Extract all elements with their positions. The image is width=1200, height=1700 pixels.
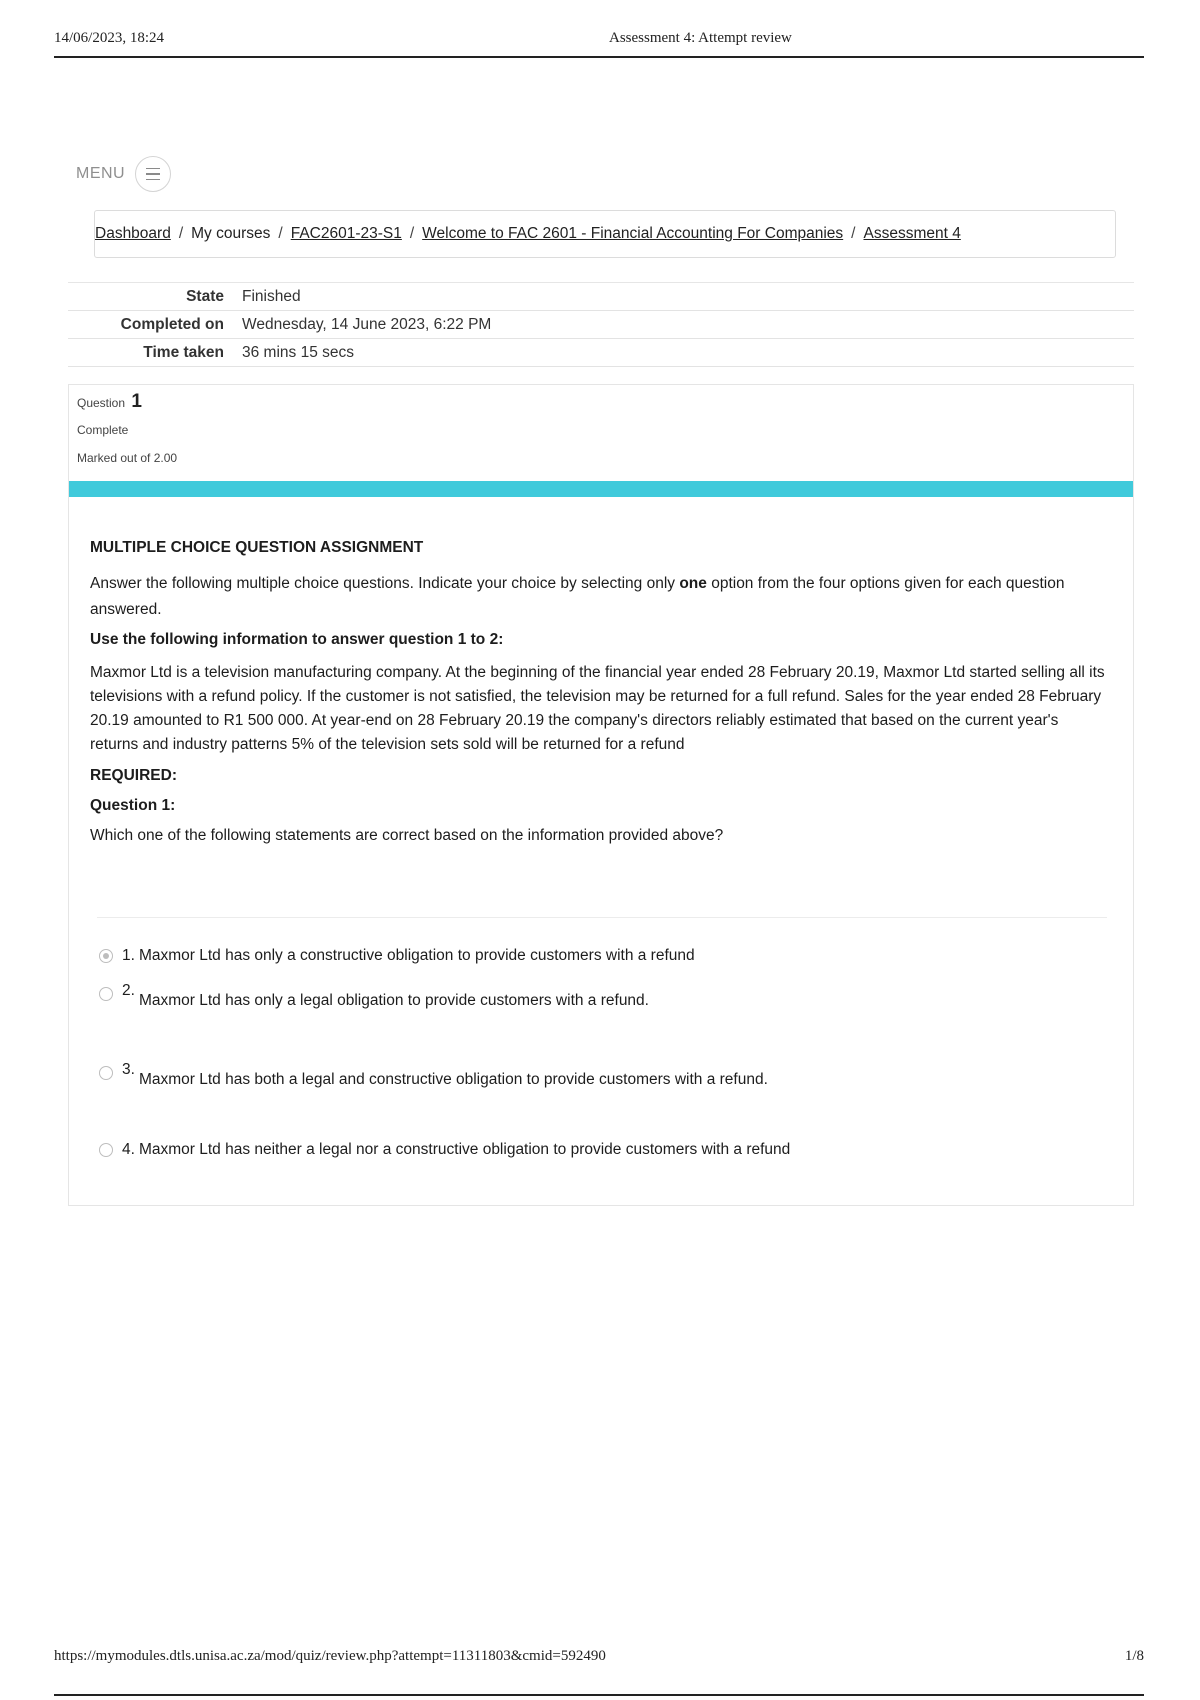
summary-row-state (68, 283, 1134, 311)
breadcrumb-course-code[interactable]: FAC2601-23-S1 (290, 225, 402, 242)
answer-option-2[interactable]: 2. Maxmor Ltd has only a legal obligation to provide customers with a refund. (99, 985, 649, 1003)
question-state: Complete (77, 423, 129, 437)
instruction-text: Answer the following multiple choice questions. Indicate your choice by selecting only one option from the four options given for each question answered. (90, 575, 1065, 618)
answer-option-1[interactable]: 1. Maxmor Ltd has only a constructive obligation to provide customers with a refund (99, 947, 695, 965)
answer-option-text: Maxmor Ltd has neither a legal nor a constructive obligation to provide customers with a refund (138, 1141, 791, 1158)
print-header (54, 28, 1144, 58)
question-number (77, 391, 177, 413)
print-datetime: 14/06/2023, 18:24 (54, 30, 165, 46)
question-card (68, 384, 1134, 1206)
breadcrumb-separator: / (178, 225, 184, 242)
required-label: REQUIRED: (90, 767, 177, 784)
question-accent-bar (69, 481, 1133, 497)
completed-label: Completed on (120, 315, 224, 333)
answer-option-text: Maxmor Ltd has only a legal obligation to provide customers with a refund. (138, 992, 649, 1009)
question-label: Question (77, 396, 126, 410)
breadcrumb-separator: / (409, 225, 415, 242)
breadcrumb-course-welcome[interactable]: Welcome to FAC 2601 - Financial Accounting For Companies (422, 225, 844, 242)
state-label: State (186, 287, 224, 305)
radio-button[interactable] (99, 1066, 113, 1080)
summary-row-completed (68, 311, 1134, 339)
state-value: Finished (242, 287, 301, 305)
breadcrumb-separator: / (851, 225, 856, 242)
footer-divider (54, 1694, 1144, 1696)
breadcrumb-my-courses: My courses (191, 225, 271, 242)
question-prompt: Which one of the following statements are correct based on the information provided above? (90, 827, 724, 844)
completed-value: Wednesday, 14 June 2023, 6:22 PM (242, 315, 492, 333)
print-page-title: Assessment 4: Attempt review (609, 30, 792, 46)
menu-label[interactable]: MENU (76, 165, 126, 182)
answer-option-text: Maxmor Ltd has both a legal and constructive obligation to provide customers with a refund. (138, 1071, 768, 1088)
radio-button-selected[interactable] (99, 949, 113, 963)
answer-divider (97, 917, 1107, 918)
radio-button[interactable] (99, 1143, 113, 1157)
question-heading: MULTIPLE CHOICE QUESTION ASSIGNMENT (90, 539, 424, 556)
question-number-value: 1 (131, 391, 142, 412)
answer-option-3[interactable]: 3. Maxmor Ltd has both a legal and constructive obligation to provide customers with a refund. (99, 1064, 768, 1082)
answer-option-4[interactable]: 4. Maxmor Ltd has neither a legal nor a constructive obligation to provide customers with a refund (99, 1141, 790, 1159)
subquestion-label: Question 1: (90, 797, 176, 814)
page-number: 1/8 (1124, 1648, 1144, 1664)
menu[interactable] (76, 156, 171, 192)
info-heading: Use the following information to answer question 1 to 2: (90, 631, 504, 648)
page-url: https://mymodules.dtls.unisa.ac.za/mod/quiz/review.php?attempt=11311803&cmid=592490 (54, 1648, 606, 1664)
time-taken-value: 36 mins 15 secs (242, 343, 354, 361)
summary-row-time-taken (68, 339, 1134, 367)
breadcrumb-separator: / (278, 225, 283, 242)
breadcrumb (94, 210, 1116, 258)
hamburger-menu-icon[interactable] (135, 156, 171, 192)
breadcrumb-assessment[interactable]: Assessment 4 (863, 225, 961, 242)
radio-button[interactable] (99, 987, 113, 1001)
answer-option-text: Maxmor Ltd has only a constructive obligation to provide customers with a refund (138, 947, 695, 964)
attempt-summary-table (68, 282, 1134, 367)
time-taken-label: Time taken (143, 343, 224, 361)
question-text (90, 539, 1110, 845)
question-info (77, 391, 177, 465)
question-grade: Marked out of 2.00 (77, 451, 178, 465)
scenario-text: Maxmor Ltd is a television manufacturing company. At the beginning of the financial year ended 28 February 20.19, Maxmor Ltd started selling all its televisions with a refund policy. If the customer is not satisfied, the television may be returned for a full refund. Sales for the year ended 28 February 20.19 amounted to R1 500 000. At year-end on 28 February 20.19 the company's directors reliably estimated that based on the current year's returns and industry patterns 5% of the television sets sold will be returned for a refund (90, 664, 1105, 753)
breadcrumb-dashboard[interactable]: Dashboard (95, 225, 171, 242)
